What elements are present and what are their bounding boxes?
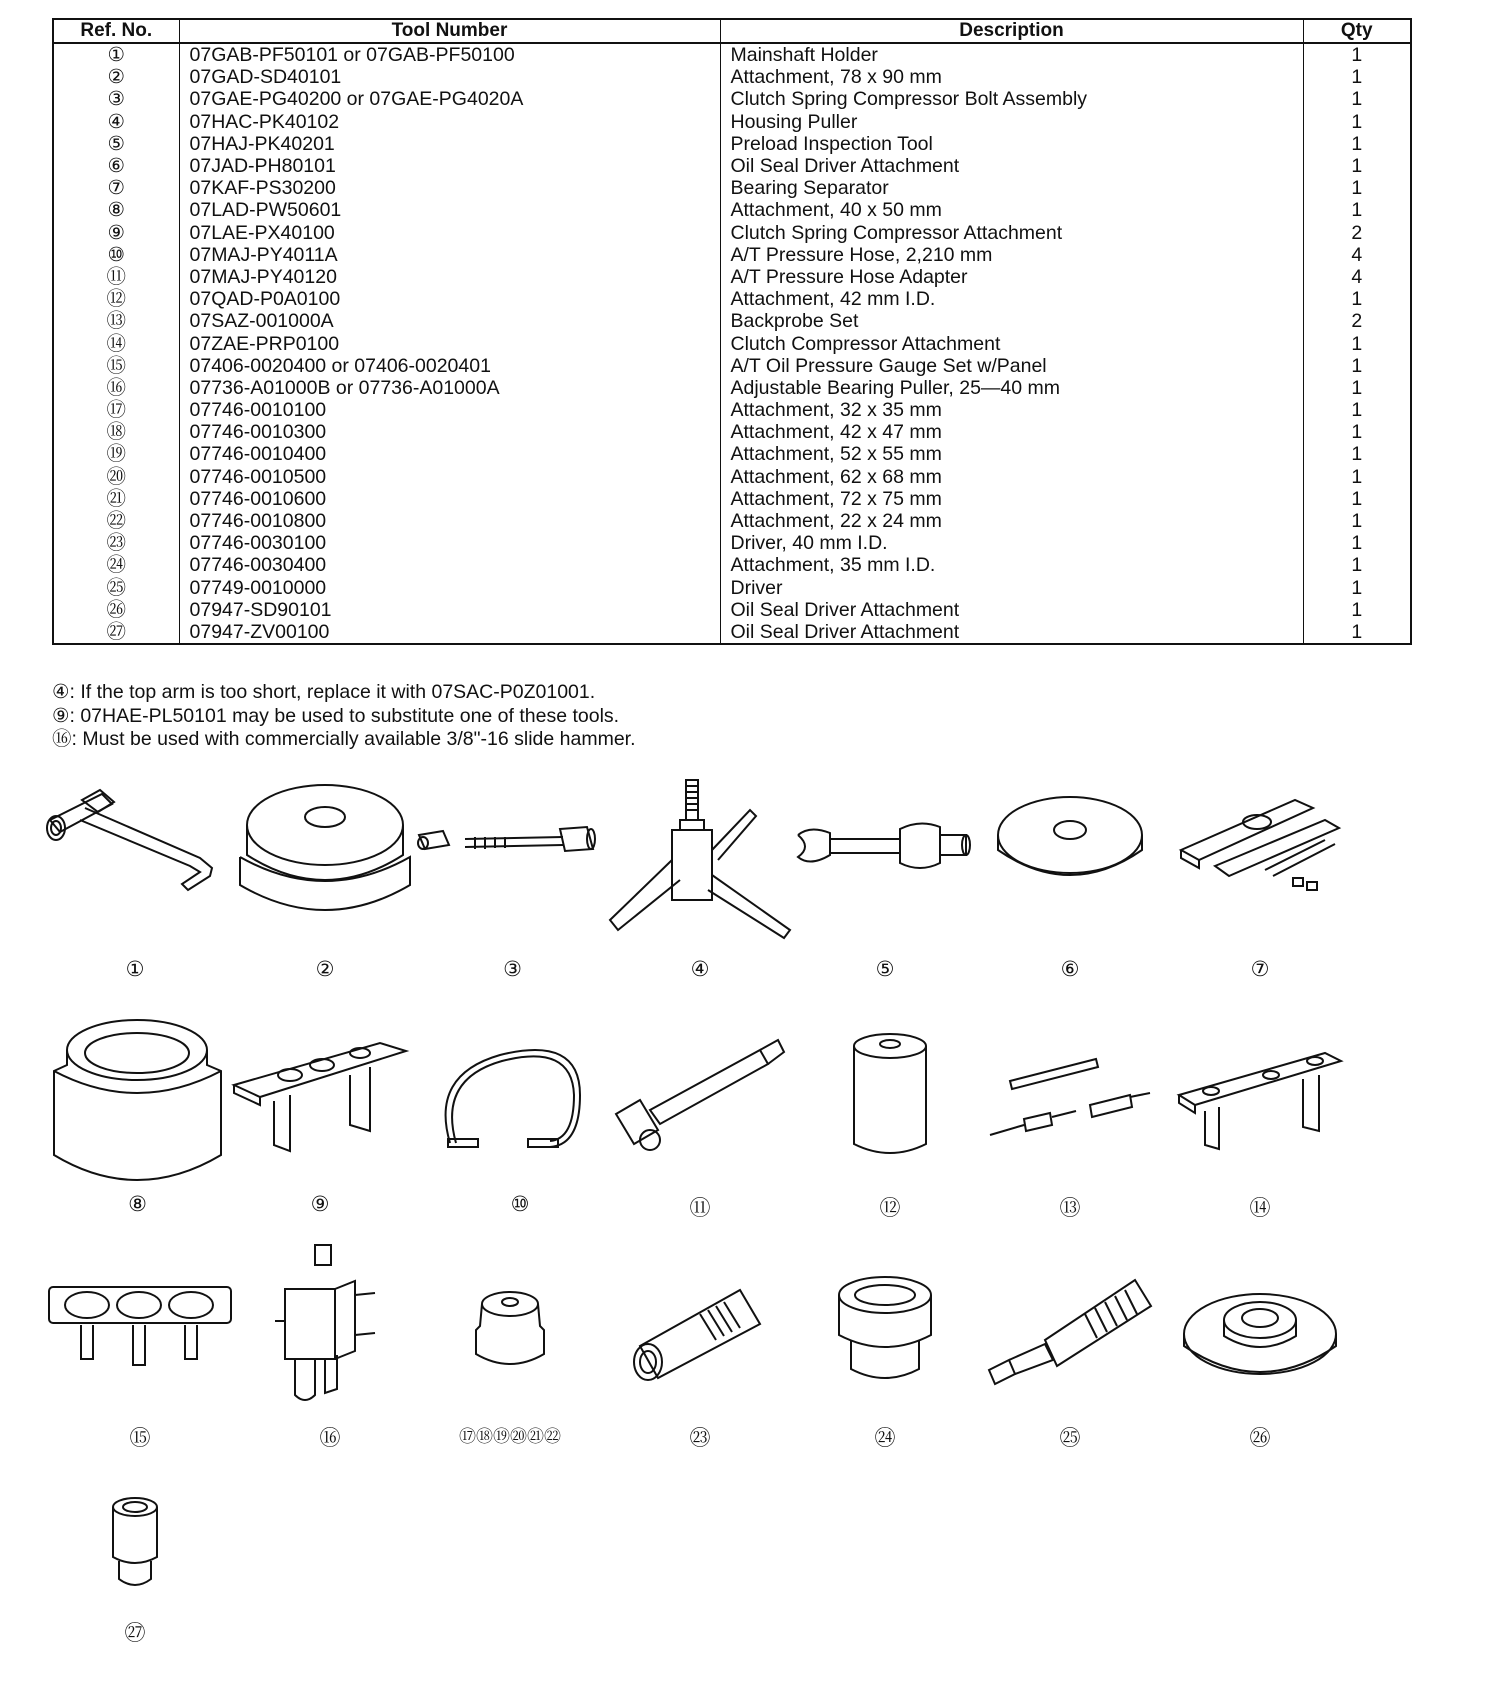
qty-cell: 1: [1303, 155, 1411, 177]
tool-label-8: ⑧: [128, 1193, 147, 1216]
table-row: [53, 466, 1411, 488]
ref-no-cell: ⑪: [53, 266, 179, 288]
qty-cell: 1: [1303, 488, 1411, 510]
ref-no-cell: ㉓: [53, 532, 179, 554]
tool-number-cell: 07MAJ-PY40120: [179, 266, 720, 288]
tool-number-cell: 07746-0010600: [179, 488, 720, 510]
table-row: [53, 288, 1411, 310]
table-row: [53, 332, 1411, 354]
qty-cell: 4: [1303, 266, 1411, 288]
tool-number-cell: 07746-0010500: [179, 466, 720, 488]
ref-no-cell: ⑨: [53, 222, 179, 244]
tool-illustration-2: [235, 775, 415, 985]
qty-cell: 1: [1303, 466, 1411, 488]
tool-number-cell: 07746-0010800: [179, 510, 720, 532]
tool-illustration-15: [45, 1285, 235, 1450]
qty-cell: 1: [1303, 599, 1411, 621]
ref-no-cell: ⑦: [53, 177, 179, 199]
mainshaft-holder-icon: [40, 780, 230, 940]
description-cell: Oil Seal Driver Attachment: [720, 155, 1303, 177]
description-cell: Attachment, 42 mm I.D.: [720, 288, 1303, 310]
tool-label-5: ⑤: [875, 958, 895, 981]
tool-label-3: ③: [503, 958, 522, 981]
qty-cell: 1: [1303, 621, 1411, 644]
tool-label-12: ⑫: [879, 1197, 901, 1220]
table-row: [53, 443, 1411, 465]
tool-illustration-14: [1175, 1035, 1345, 1220]
description-cell: Oil Seal Driver Attachment: [720, 621, 1303, 644]
footnotes: [52, 681, 636, 752]
bearing-puller-icon: [275, 1245, 385, 1405]
header-ref-no: Ref. No.: [53, 19, 179, 43]
table-row: [53, 133, 1411, 155]
seal-driver-small-icon: [105, 1495, 165, 1595]
qty-cell: 1: [1303, 355, 1411, 377]
description-cell: Clutch Spring Compressor Attachment: [720, 222, 1303, 244]
description-cell: Housing Puller: [720, 111, 1303, 133]
tool-illustration-3: [415, 815, 610, 985]
tool-label-15: ⑮: [129, 1427, 151, 1450]
qty-cell: 1: [1303, 288, 1411, 310]
ref-no-cell: ③: [53, 88, 179, 110]
table-row: [53, 532, 1411, 554]
driver-handle-icon: [985, 1270, 1155, 1390]
tool-label-25: ㉕: [1059, 1427, 1081, 1450]
tool-illustration-23: [630, 1280, 770, 1450]
tool-label-11: ⑪: [689, 1197, 711, 1220]
description-cell: Attachment, 40 x 50 mm: [720, 199, 1303, 221]
ref-no-cell: ⑥: [53, 155, 179, 177]
tool-label-4: ④: [690, 958, 710, 981]
tool-illustration-17-22: [440, 1290, 580, 1450]
cylinder-attachment-icon: [850, 1030, 930, 1160]
tool-number-cell: 07947-ZV00100: [179, 621, 720, 644]
ref-no-cell: ④: [53, 111, 179, 133]
bearing-separator-icon: [1175, 780, 1345, 910]
tool-label-9: ⑨: [310, 1193, 330, 1216]
tool-label-17-22: ⑰⑱⑲⑳㉑㉒: [459, 1427, 561, 1446]
tool-number-cell: 07KAF-PS30200: [179, 177, 720, 199]
qty-cell: 1: [1303, 443, 1411, 465]
qty-cell: 2: [1303, 222, 1411, 244]
qty-cell: 1: [1303, 577, 1411, 599]
ref-no-cell: ⑮: [53, 355, 179, 377]
table-row: [53, 621, 1411, 644]
table-row: [53, 43, 1411, 66]
tool-label-7: ⑦: [1250, 958, 1270, 981]
table-row: [53, 244, 1411, 266]
preload-tool-icon: [790, 815, 980, 885]
ref-no-cell: ⑭: [53, 332, 179, 354]
description-cell: Driver: [720, 577, 1303, 599]
header-qty: Qty: [1303, 19, 1411, 43]
description-cell: Bearing Separator: [720, 177, 1303, 199]
ref-no-cell: ⑫: [53, 288, 179, 310]
description-cell: Attachment, 42 x 47 mm: [720, 421, 1303, 443]
tool-number-cell: 07SAZ-001000A: [179, 310, 720, 332]
description-cell: Oil Seal Driver Attachment: [720, 599, 1303, 621]
tool-number-cell: 07MAJ-PY4011A: [179, 244, 720, 266]
qty-cell: 1: [1303, 421, 1411, 443]
description-cell: Driver, 40 mm I.D.: [720, 532, 1303, 554]
table-header-row: [53, 19, 1411, 43]
table-row: [53, 177, 1411, 199]
table-row: [53, 577, 1411, 599]
ref-no-cell: ⑲: [53, 443, 179, 465]
tool-illustration-25: [985, 1270, 1155, 1450]
tool-number-cell: 07GAE-PG40200 or 07GAE-PG4020A: [179, 88, 720, 110]
tool-number-cell: 07746-0010300: [179, 421, 720, 443]
tool-label-24: ㉔: [874, 1427, 896, 1450]
tool-number-cell: 07LAD-PW50601: [179, 199, 720, 221]
pressure-gauge-set-icon: [45, 1285, 235, 1375]
qty-cell: 1: [1303, 43, 1411, 66]
tool-number-cell: 07746-0010400: [179, 443, 720, 465]
description-cell: Attachment, 52 x 55 mm: [720, 443, 1303, 465]
table-body: [53, 43, 1411, 644]
tool-number-cell: 07746-0010100: [179, 399, 720, 421]
description-cell: Mainshaft Holder: [720, 43, 1303, 66]
description-cell: Attachment, 72 x 75 mm: [720, 488, 1303, 510]
ref-no-cell: ⑳: [53, 466, 179, 488]
ref-no-cell: ㉔: [53, 554, 179, 576]
table-row: [53, 554, 1411, 576]
bolt-assembly-icon: [415, 815, 610, 875]
footnote-4: ④: If the top arm is too short, replace it with 07SAC-P0Z01001.: [52, 681, 596, 703]
tool-number-cell: 07LAE-PX40100: [179, 222, 720, 244]
tool-illustration-12: [850, 1030, 930, 1220]
table-row: [53, 111, 1411, 133]
header-tool-number: Tool Number: [179, 19, 720, 43]
table-row: [53, 199, 1411, 221]
seal-driver-disc-icon: [990, 790, 1150, 910]
description-cell: Attachment, 32 x 35 mm: [720, 399, 1303, 421]
table-row: [53, 377, 1411, 399]
hose-adapter-icon: [610, 1030, 790, 1160]
tool-number-cell: 07HAC-PK40102: [179, 111, 720, 133]
tool-illustration-10: [440, 1035, 600, 1215]
pressure-hose-icon: [440, 1035, 600, 1155]
clutch-compressor-attachment-icon: [1175, 1035, 1345, 1155]
tool-number-cell: 07ZAE-PRP0100: [179, 332, 720, 354]
table-row: [53, 599, 1411, 621]
qty-cell: 1: [1303, 66, 1411, 88]
table-row: [53, 421, 1411, 443]
qty-cell: 2: [1303, 310, 1411, 332]
seal-driver-flange-icon: [1180, 1280, 1340, 1390]
ref-no-cell: ②: [53, 66, 179, 88]
ref-no-cell: ⑰: [53, 399, 179, 421]
spring-compressor-attachment-icon: [230, 1035, 410, 1155]
qty-cell: 1: [1303, 177, 1411, 199]
description-cell: Attachment, 22 x 24 mm: [720, 510, 1303, 532]
qty-cell: 1: [1303, 199, 1411, 221]
ref-no-cell: ㉑: [53, 488, 179, 510]
qty-cell: 1: [1303, 399, 1411, 421]
ref-no-cell: ⑩: [53, 244, 179, 266]
tool-number-cell: 07QAD-P0A0100: [179, 288, 720, 310]
description-cell: Preload Inspection Tool: [720, 133, 1303, 155]
tool-label-1: ①: [125, 958, 145, 981]
special-tools-table: [52, 18, 1412, 645]
description-cell: A/T Pressure Hose Adapter: [720, 266, 1303, 288]
tool-label-27: ㉗: [124, 1622, 146, 1645]
tool-illustration-13: [980, 1045, 1160, 1220]
tool-number-cell: 07JAD-PH80101: [179, 155, 720, 177]
tool-label-2: ②: [315, 958, 335, 981]
tool-number-cell: 07GAB-PF50101 or 07GAB-PF50100: [179, 43, 720, 66]
ref-no-cell: ⑯: [53, 377, 179, 399]
attachment-disc-icon: [235, 775, 415, 935]
attachment-cup-large-icon: [835, 1275, 935, 1385]
qty-cell: 1: [1303, 510, 1411, 532]
tool-illustration-5: [790, 815, 980, 985]
tool-illustration-16: [275, 1245, 385, 1450]
tool-illustration-9: [230, 1035, 410, 1215]
description-cell: Clutch Spring Compressor Bolt Assembly: [720, 88, 1303, 110]
table-row: [53, 88, 1411, 110]
tool-number-cell: 07749-0010000: [179, 577, 720, 599]
ref-no-cell: ㉕: [53, 577, 179, 599]
description-cell: Adjustable Bearing Puller, 25—40 mm: [720, 377, 1303, 399]
backprobe-set-icon: [980, 1045, 1160, 1145]
tool-number-cell: 07736-A01000B or 07736-A01000A: [179, 377, 720, 399]
tool-label-14: ⑭: [1249, 1197, 1271, 1220]
qty-cell: 1: [1303, 111, 1411, 133]
tool-number-cell: 07GAD-SD40101: [179, 66, 720, 88]
table-row: [53, 266, 1411, 288]
description-cell: Attachment, 35 mm I.D.: [720, 554, 1303, 576]
tool-number-cell: 07947-SD90101: [179, 599, 720, 621]
ref-no-cell: ⑧: [53, 199, 179, 221]
table-row: [53, 310, 1411, 332]
qty-cell: 4: [1303, 244, 1411, 266]
tool-label-10: ⑩: [510, 1193, 530, 1216]
ref-no-cell: ㉒: [53, 510, 179, 532]
attachment-cup-icon: [440, 1290, 580, 1370]
tool-label-16: ⑯: [319, 1427, 341, 1450]
tool-label-26: ㉖: [1249, 1427, 1271, 1450]
tool-illustration-6: [990, 790, 1150, 985]
description-cell: Clutch Compressor Attachment: [720, 332, 1303, 354]
qty-cell: 1: [1303, 88, 1411, 110]
description-cell: Attachment, 78 x 90 mm: [720, 66, 1303, 88]
description-cell: A/T Pressure Hose, 2,210 mm: [720, 244, 1303, 266]
driver-tube-icon: [630, 1280, 770, 1380]
qty-cell: 1: [1303, 133, 1411, 155]
tool-illustration-26: [1180, 1280, 1340, 1450]
qty-cell: 1: [1303, 332, 1411, 354]
tool-label-6: ⑥: [1060, 958, 1080, 981]
table-row: [53, 510, 1411, 532]
ref-no-cell: ㉗: [53, 621, 179, 644]
header-description: Description: [720, 19, 1303, 43]
description-cell: Backprobe Set: [720, 310, 1303, 332]
ref-no-cell: ⑱: [53, 421, 179, 443]
qty-cell: 1: [1303, 532, 1411, 554]
tool-number-cell: 07746-0030100: [179, 532, 720, 554]
ref-no-cell: ①: [53, 43, 179, 66]
table-row: [53, 488, 1411, 510]
table-row: [53, 155, 1411, 177]
qty-cell: 1: [1303, 554, 1411, 576]
tool-label-13: ⑬: [1059, 1197, 1081, 1220]
table-row: [53, 222, 1411, 244]
footnote-16: ⑯: Must be used with commercially available 3/8"-16 slide hammer.: [52, 728, 636, 750]
tool-illustration-27: [105, 1495, 165, 1645]
tool-number-cell: 07HAJ-PK40201: [179, 133, 720, 155]
tool-illustration-11: [610, 1030, 790, 1220]
qty-cell: 1: [1303, 377, 1411, 399]
tool-label-23: ㉓: [689, 1427, 711, 1450]
ref-no-cell: ㉖: [53, 599, 179, 621]
tool-illustration-7: [1175, 780, 1345, 985]
tool-illustration-1: [40, 780, 230, 985]
tool-number-cell: 07746-0030400: [179, 554, 720, 576]
description-cell: Attachment, 62 x 68 mm: [720, 466, 1303, 488]
table-row: [53, 399, 1411, 421]
ref-no-cell: ⑬: [53, 310, 179, 332]
description-cell: A/T Oil Pressure Gauge Set w/Panel: [720, 355, 1303, 377]
footnote-9: ⑨: 07HAE-PL50101 may be used to substitute one of these tools.: [52, 704, 620, 727]
ref-no-cell: ⑤: [53, 133, 179, 155]
housing-puller-icon: [600, 780, 800, 950]
tool-illustration-4: [600, 780, 800, 985]
table-row: [53, 355, 1411, 377]
tool-number-cell: 07406-0020400 or 07406-0020401: [179, 355, 720, 377]
tool-illustration-24: [835, 1275, 935, 1450]
tool-illustration-8: [50, 1015, 225, 1215]
table-row: [53, 66, 1411, 88]
attachment-ring-icon: [50, 1015, 225, 1185]
